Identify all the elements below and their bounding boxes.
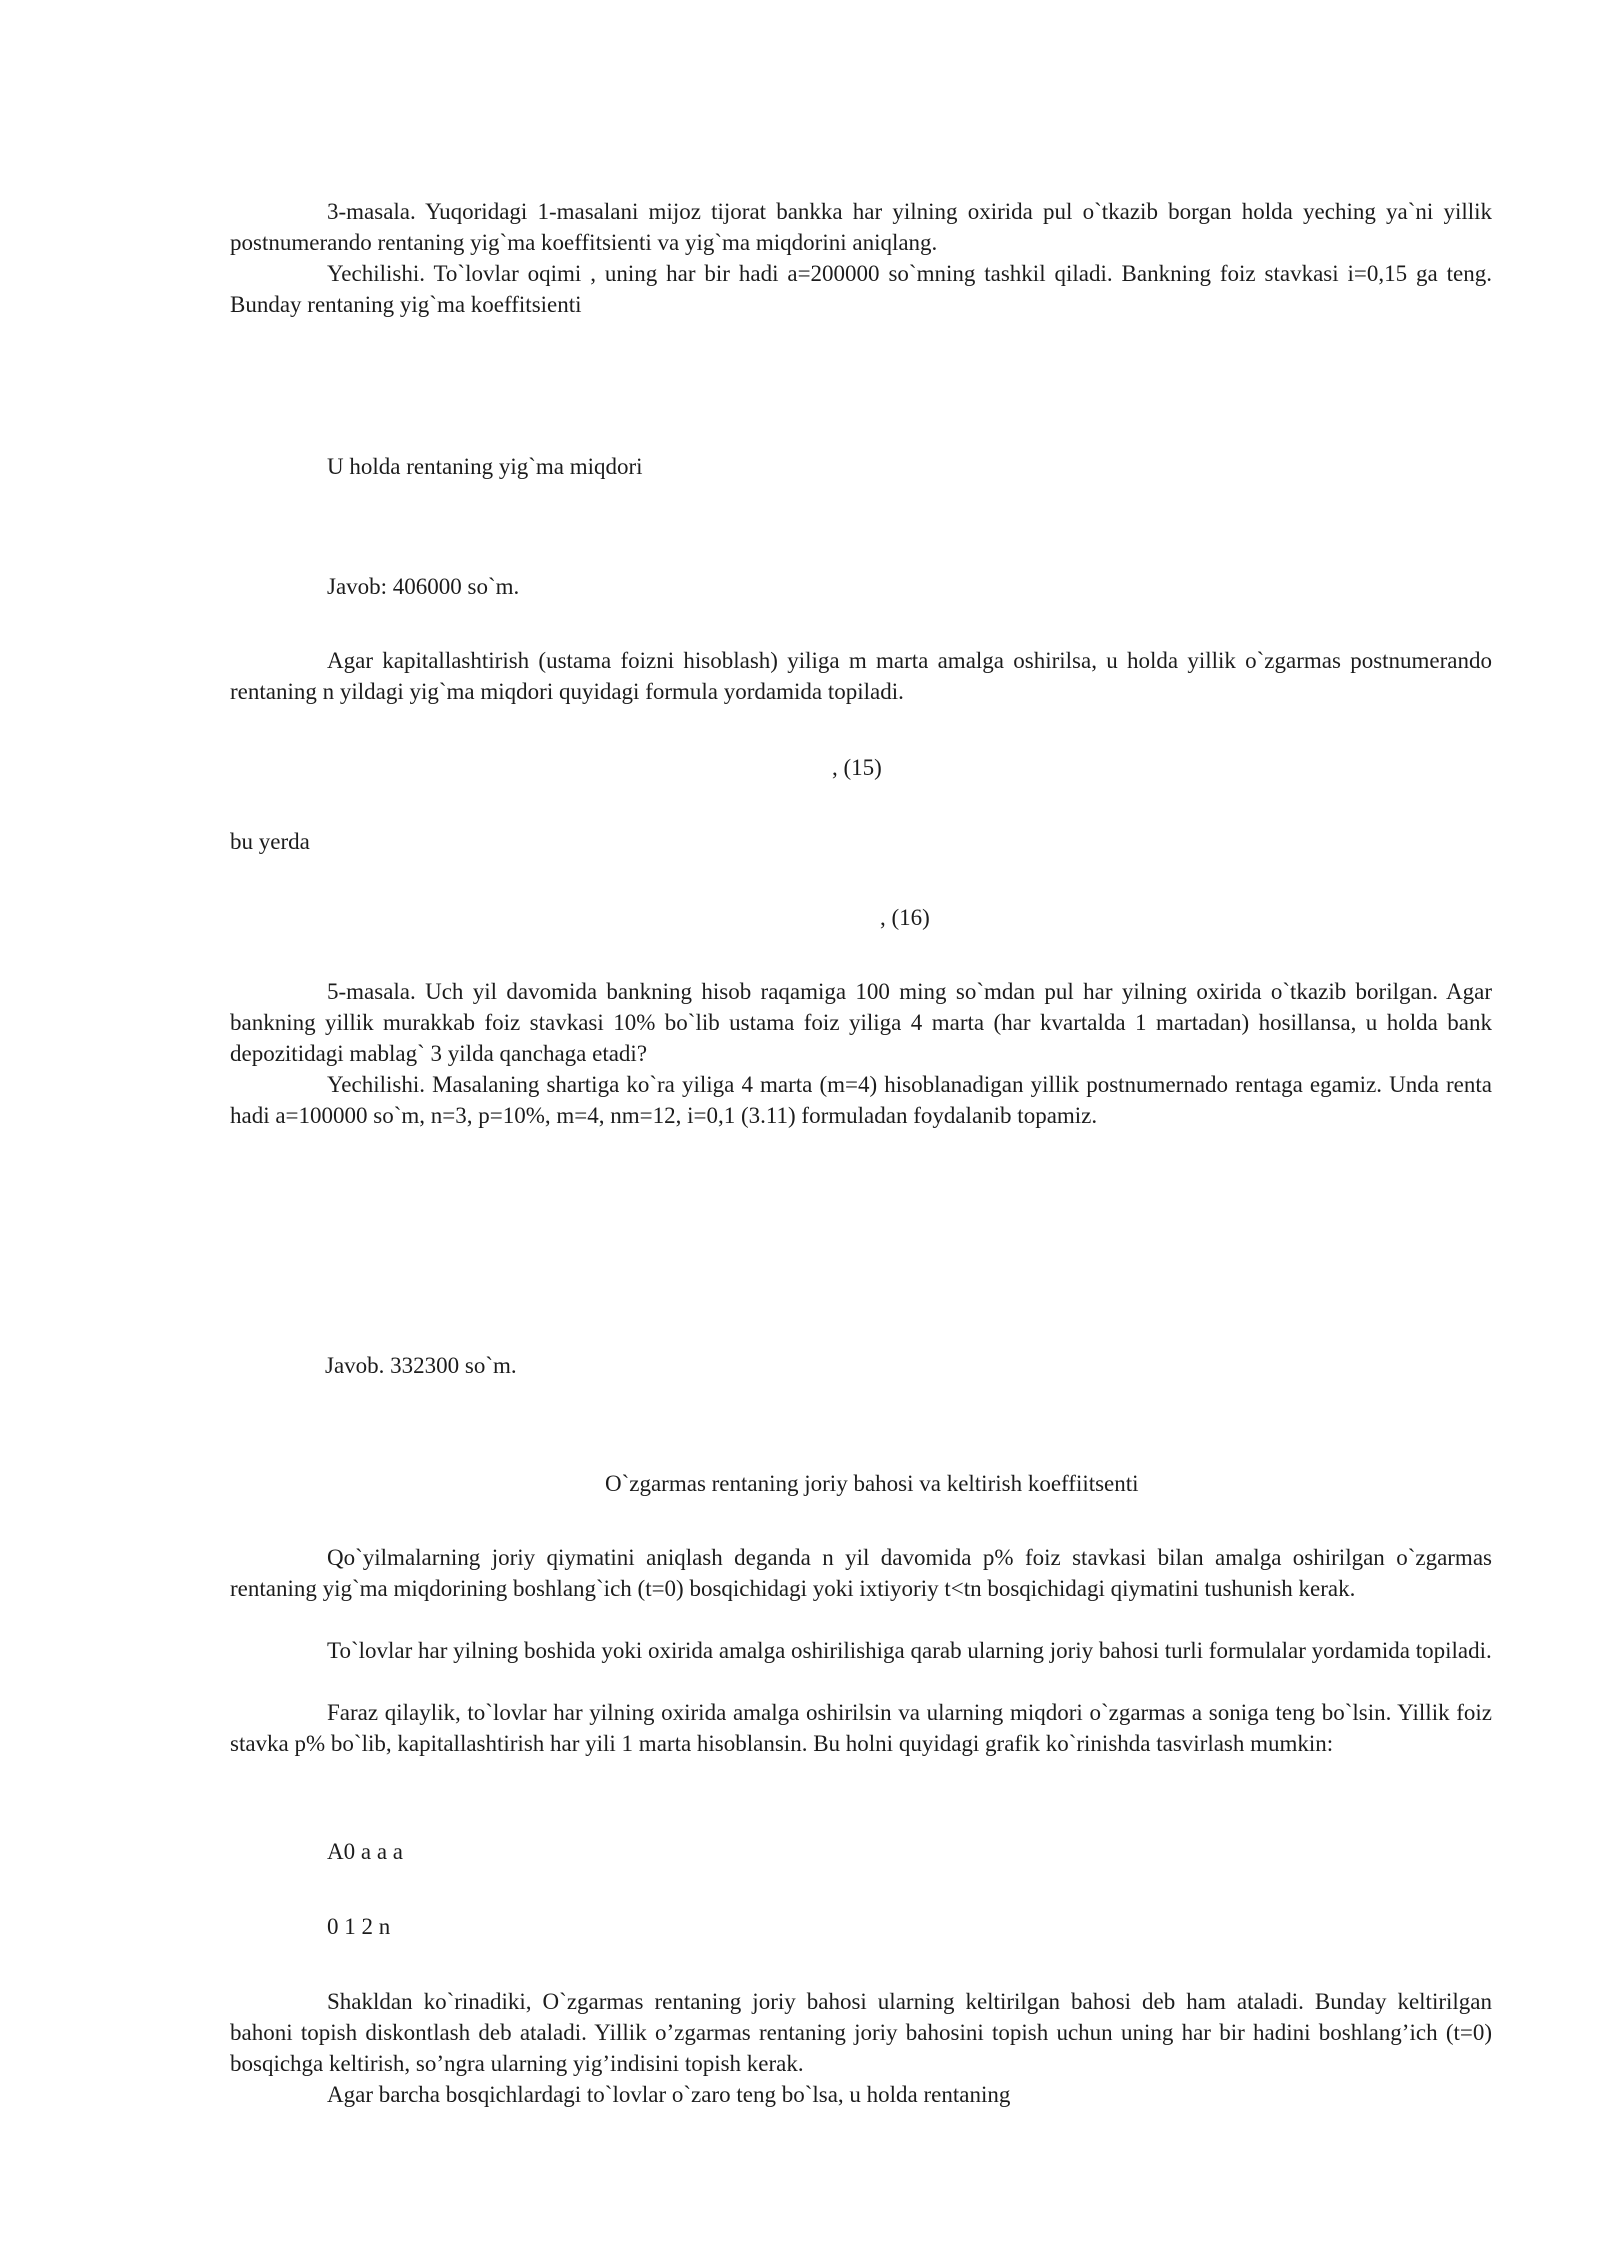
problem3-answer: Javob: 406000 so`m. [327, 574, 520, 599]
problem5-answer: Javob. 332300 so`m. [325, 1353, 517, 1378]
formula-16-label: , (16) [880, 905, 930, 930]
section-paragraph-2: To`lovlar har yilning boshida yoki oxirida amalga oshirilishiga qarab ularning joriy bahosi turli formulalar yordamida topiladi. [327, 1638, 1492, 1663]
section-paragraph-4: Shakldan ko`rinadiki, O`zgarmas rentaning joriy bahosi ularning keltirilgan bahosi deb ham ataladi. Bunday keltirilgan bahoni topish diskontlash deb ataladi. Yillik o’zgarmas rentaning joriy bahosini topish uchun uning har bir hadini boshlang’ich (t=0) bosqichga keltirish, so’ngra ularning yig’indisini topish kerak. [230, 1989, 1492, 2076]
problem3-solution: Yechilishi. To`lovlar oqimi , uning har bir hadi a=200000 so`mning tashkil qiladi. Bankning foiz stavkasi i=0,15 ga teng. Bunday rentaning yig`ma koeffitsienti [230, 261, 1492, 317]
graph-row-values: A0 a a a [327, 1839, 403, 1864]
formula-15-label: , (15) [832, 755, 882, 780]
section-heading: O`zgarmas rentaning joriy bahosi va keltirish koeffiitsenti [605, 1471, 1139, 1496]
problem3-sum-intro: U holda rentaning yig`ma miqdori [327, 454, 643, 479]
section-paragraph-1: Qo`yilmalarning joriy qiymatini aniqlash deganda n yil davomida p% foiz stavkasi bilan amalga oshirilgan o`zgarmas rentaning yig`ma miqdorining boshlang`ich (t=0) bosqichidagi yoki ixtiyoriy t<tn bosqichidagi qiymatini tushunish kerak. [230, 1545, 1492, 1601]
where-label: bu yerda [230, 829, 310, 854]
section-paragraph-5: Agar barcha bosqichlardagi to`lovlar o`zaro teng bo`lsa, u holda rentaning [327, 2082, 1011, 2107]
problem5-solution: Yechilishi. Masalaning shartiga ko`ra yiliga 4 marta (m=4) hisoblanadigan yillik postnumernado rentaga egamiz. Unda renta hadi a=100000 so`m, n=3, p=10%, m=4, nm=12, i=0,1 (3.11) formuladan foydalanib topamiz. [230, 1072, 1492, 1128]
graph-row-periods: 0 1 2 n [327, 1914, 391, 1939]
section-paragraph-3: Faraz qilaylik, to`lovlar har yilning oxirida amalga oshirilsin va ularning miqdori o`zgarmas a soniga teng bo`lsin. Yillik foiz stavka p% bo`lib, kapitallashtirish har yili 1 marta hisoblansin. Bu holni quyidagi grafik ko`rinishda tasvirlash mumkin: [230, 1700, 1492, 1756]
capitalization-paragraph: Agar kapitallashtirish (ustama foizni hisoblash) yiliga m marta amalga oshirilsa, u holda yillik o`zgarmas postnumerando rentaning n yildagi yig`ma miqdori quyidagi formula yordamida topiladi. [230, 648, 1492, 704]
problem5-statement: 5-masala. Uch yil davomida bankning hisob raqamiga 100 ming so`mdan pul har yilning oxirida o`tkazib borilgan. Agar bankning yillik murakkab foiz stavkasi 10% bo`lib ustama foiz yiliga 4 marta (har kvartalda 1 martadan) hosillansa, u holda bank depozitidagi mablag` 3 yilda qanchaga etadi? [230, 979, 1492, 1066]
problem3-statement: 3-masala. Yuqoridagi 1-masalani mijoz tijorat bankka har yilning oxirida pul o`tkazib borgan holda yeching ya`ni yillik postnumerando rentaning yig`ma koeffitsienti va yig`ma miqdorini aniqlang. [230, 199, 1492, 255]
